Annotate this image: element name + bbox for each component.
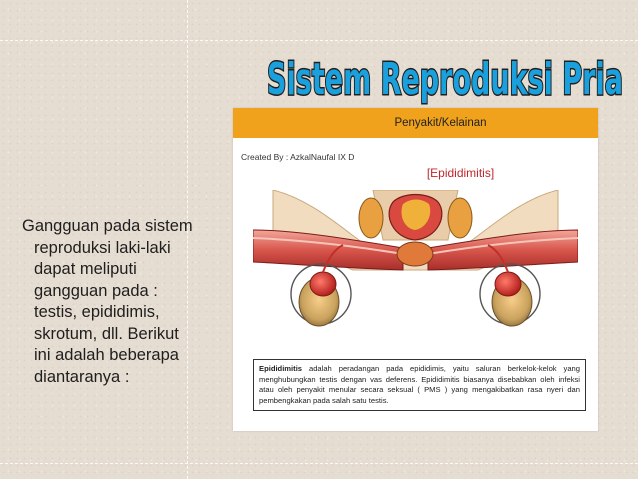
decorative-line-bottom [0, 463, 638, 464]
description-box [253, 359, 586, 411]
body-text-content: Gangguan pada sistem reproduksi laki-laki dapat meliputi gangguan pada : testis, epididimis, skrotum, dll. Berikut ini adalah beberapa diantaranya : [22, 217, 193, 386]
card-header [233, 108, 598, 138]
slide-title-text: Sistem Reproduksi Pria [267, 54, 623, 105]
description-term: Epididimitis [259, 364, 303, 373]
description-text: adalah peradangan pada epididimis, yaitu saluran berkelok-kelok yang menghubungkan testis dengan vas deferens. Epididimitis biasanya disebabkan oleh infeksi atau oleh penyakit menular secara seksual ( PMS ) yang mengakibatkan rasa nyeri dan pembengkakan pada salah satu testis. [259, 364, 580, 405]
content-card [233, 108, 598, 431]
decorative-line-top [0, 40, 638, 41]
created-by-label: Created By : AzkalNaufal IX D [241, 152, 355, 162]
slide-body-text [22, 216, 199, 388]
card-subtitle: [Epididimitis] [426, 166, 495, 180]
slide-title [262, 48, 628, 106]
anatomy-illustration [253, 190, 578, 332]
card-header-title: Penyakit/Kelainan [394, 117, 487, 129]
